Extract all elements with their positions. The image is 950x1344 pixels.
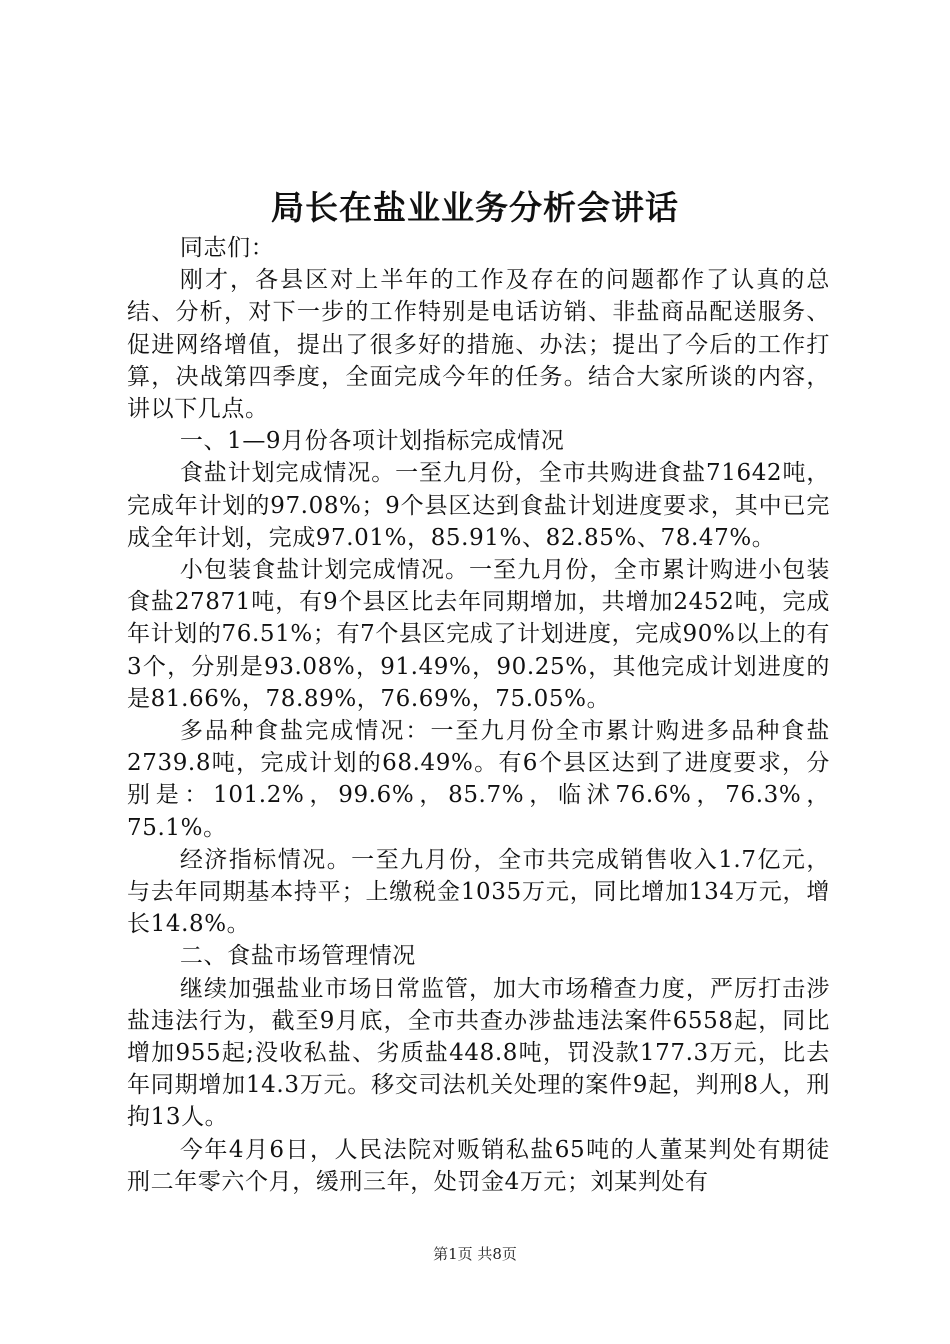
section-heading-2: 二、食盐市场管理情况: [179, 943, 416, 970]
document-title: 局长在盐业业务分析会讲话: [271, 188, 679, 227]
paragraph-salt-plan: 食盐计划完成情况。一至九月份，全市共购进食盐71642吨，完成年计划的97.08%；9个县区达到食盐计划进度要求，其中已完成全年计划，完成97.01%，85.91%、82.85%、78.47%。: [127, 460, 830, 551]
paragraph-intro: 刚才，各县区对上半年的工作及存在的问题都作了认真的总结、分析，对下一步的工作特别是电话访销、非盐商品配送服务、促进网络增值，提出了很多好的措施、办法；提出了今后的工作打算，决战第四季度，全面完成今年的任务。结合大家所谈的内容，讲以下几点。: [127, 267, 830, 423]
paragraph-economic: 经济指标情况。一至九月份，全市共完成销售收入1.7亿元，与去年同期基本持平；上缴税金1035万元，同比增加134万元，增长14.8%。: [127, 846, 830, 938]
paragraph-small-package: 小包装食盐计划完成情况。一至九月份，全市累计购进小包装食盐27871吨，有9个县区比去年同期增加，共增加2452吨，完成年计划的76.51%；有7个县区完成了计划进度，完成90%以上的有3个，分别是93.08%，91.49%，90.25%，其他完成计划进度的是81.66%，78.89%，76.69%，75.05%。: [127, 557, 830, 712]
page-footer: 第1页 共8页: [433, 1245, 517, 1263]
document-body: [127, 232, 830, 1198]
paragraph-multi-variety: 多品种食盐完成情况：一至九月份全市累计购进多品种食盐2739.8吨，完成计划的68.49%。有6个县区达到了进度要求，分别是：101.2%，99.6%，85.7%，临沭76.6%，76.3%，75.1%。: [127, 718, 830, 841]
salutation: 同志们：: [179, 235, 275, 261]
section-heading-1: 一、1—9月份各项计划指标完成情况: [179, 428, 565, 455]
paragraph-market-supervision: 继续加强盐业市场日常监管，加大市场稽查力度，严厉打击涉盐违法行为，截至9月底，全市共查办涉盐违法案件6558起，同比增加955起;没收私盐、劣质盐448.8吨，罚没款177.3万元，比去年同期增加14.3万元。移交司法机关处理的案件9起，判刑8人，刑拘13人。: [127, 975, 830, 1131]
paragraph-court-case: 今年4月6日，人民法院对贩销私盐65吨的人董某判处有期徒刑二年零六个月，缓刑三年，处罚金4万元；刘某判处有: [127, 1136, 830, 1195]
